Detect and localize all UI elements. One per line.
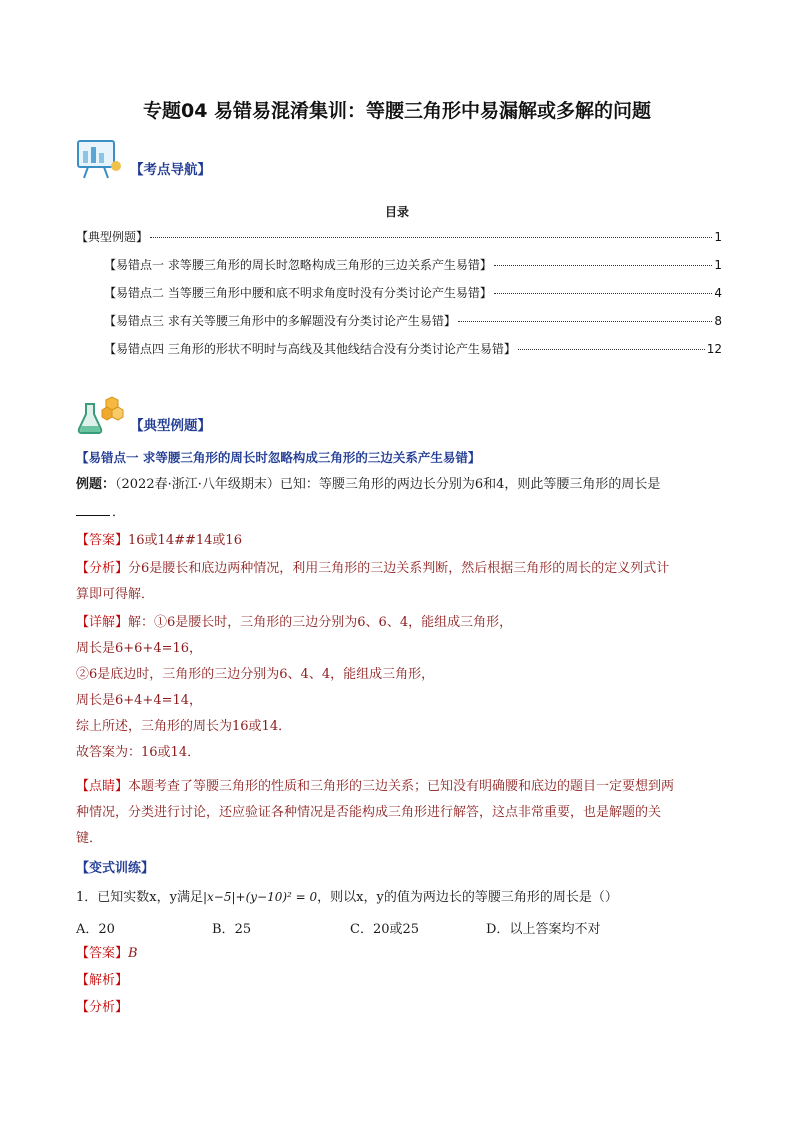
analysis-label: 【分析】 xyxy=(76,561,129,576)
toc-row[interactable] xyxy=(104,284,722,301)
comment-line-2: 种情况，分类进行讨论，还应验证各种情况是否能构成三角形进行解答，这点非常重要，也是解题的关 xyxy=(76,805,662,820)
q1-answer-line xyxy=(76,945,138,963)
comment-line xyxy=(76,778,674,796)
nav-section-label: 【考点导航】 xyxy=(130,162,211,178)
detail-line: 周长是6+4+4=14， xyxy=(76,693,203,708)
choice-d[interactable] xyxy=(486,918,600,937)
toc-row-text: 【易错点二 当等腰三角形中腰和底不明求角度时没有分类讨论产生易错】 xyxy=(104,286,492,300)
practice-section-label: 【变式训练】 xyxy=(76,861,155,876)
toc-row[interactable] xyxy=(104,256,722,273)
detail-text: 解：①6是腰长时，三角形的三边分别为6、6、4，能组成三角形， xyxy=(128,615,513,630)
comment-text: 本题考查了等腰三角形的性质和三角形的三边关系；已知没有明确腰和底边的题目一定要想到两 xyxy=(128,779,675,794)
example-line xyxy=(76,476,660,494)
q1-answer-text: B xyxy=(128,946,138,961)
toc-row-text: 【易错点三 求有关等腰三角形中的多解题没有分类讨论产生易错】 xyxy=(104,314,456,328)
analysis-line-2: 算即可得解． xyxy=(76,587,155,602)
toc-row[interactable] xyxy=(104,312,722,329)
choice-text: 20 xyxy=(98,922,115,937)
q1-answer-label: 【答案】 xyxy=(76,946,129,961)
toc-leader-dots xyxy=(458,320,713,322)
analysis-text: 分6是腰长和底边两种情况，利用三角形的三边关系判断，然后根据三角形的周长的定义列式计 xyxy=(128,561,670,576)
toc-row-text: 【易错点四 三角形的形状不明时与高线及其他线结合没有分类讨论产生易错】 xyxy=(104,342,516,356)
question-text-pre: 已知实数x，y满足 xyxy=(97,890,203,905)
choice-text: 20或25 xyxy=(372,922,420,937)
toc-row[interactable] xyxy=(76,228,722,245)
examples-section-header xyxy=(76,396,211,436)
nav-section-header xyxy=(76,140,211,180)
toc-heading: 目录 xyxy=(384,205,409,219)
toc-row-page: 1 xyxy=(714,258,722,272)
toc-leader-dots xyxy=(518,348,705,350)
choice-c[interactable] xyxy=(350,918,419,937)
q1-analysis-label: 【分析】 xyxy=(76,1000,129,1015)
example-tail: ． xyxy=(112,505,126,520)
detail-label: 【详解】 xyxy=(76,615,129,630)
example-label: 例题： xyxy=(76,477,116,492)
page-title: 专题04 易错易混淆集训：等腰三角形中易漏解或多解的问题 xyxy=(142,100,652,122)
choice-b[interactable] xyxy=(212,918,251,937)
choice-a[interactable] xyxy=(76,918,115,937)
toc-row-page: 4 xyxy=(714,286,722,300)
answer-line xyxy=(76,532,242,550)
detail-line: 故答案为：16或14． xyxy=(76,745,201,760)
toc-row[interactable] xyxy=(104,340,722,357)
analysis-line xyxy=(76,560,669,578)
choice-label: B． xyxy=(212,922,235,937)
toc-row-page: 8 xyxy=(714,314,722,328)
example-text: （2022春·浙江·八年级期末）已知：等腰三角形的两边长分别为6和4，则此等腰三角形的周长是 xyxy=(115,477,661,492)
error-point-heading: 【易错点一 求等腰三角形的周长时忽略构成三角形的三边关系产生易错】 xyxy=(76,450,481,465)
answer-blank xyxy=(76,515,110,516)
comment-line-3: 键． xyxy=(76,831,103,846)
toc-leader-dots xyxy=(150,236,712,238)
choice-text: 以上答案均不对 xyxy=(509,922,601,937)
answer-label: 【答案】 xyxy=(76,533,129,548)
toc-leader-dots xyxy=(494,264,713,266)
question-text-post: ，则以x，y的值为两边长的等腰三角形的周长是（） xyxy=(317,890,618,905)
question-1 xyxy=(76,888,618,907)
toc-leader-dots xyxy=(494,292,713,294)
detail-line xyxy=(76,614,512,632)
detail-line: 综上所述，三角形的周长为16或14． xyxy=(76,719,292,734)
example-blank-line xyxy=(76,504,125,522)
examples-section-label: 【典型例题】 xyxy=(130,418,211,434)
question-number: 1． xyxy=(76,890,98,905)
detail-line: ②6是底边时，三角形的三边分别为6、4、4，能组成三角形， xyxy=(76,667,435,682)
detail-line: 周长是6+6+4=16， xyxy=(76,641,203,656)
toc-row-text: 【易错点一 求等腰三角形的周长时忽略构成三角形的三边关系产生易错】 xyxy=(104,258,492,272)
comment-label: 【点睛】 xyxy=(76,779,129,794)
answer-text: 16或14##14或16 xyxy=(128,533,242,548)
choice-label: C． xyxy=(350,922,373,937)
toc-row-page: 12 xyxy=(706,342,722,356)
presentation-board-icon xyxy=(76,138,124,180)
flask-icon xyxy=(76,396,124,436)
question-formula: |x−5|+(y−10)² = 0 xyxy=(202,890,318,904)
q1-explain-label: 【解析】 xyxy=(76,973,129,988)
choice-label: D． xyxy=(486,922,510,937)
choice-label: A． xyxy=(76,922,99,937)
toc-row-text: 【典型例题】 xyxy=(76,230,149,244)
choice-text: 25 xyxy=(234,922,252,937)
toc-row-page: 1 xyxy=(714,230,722,244)
